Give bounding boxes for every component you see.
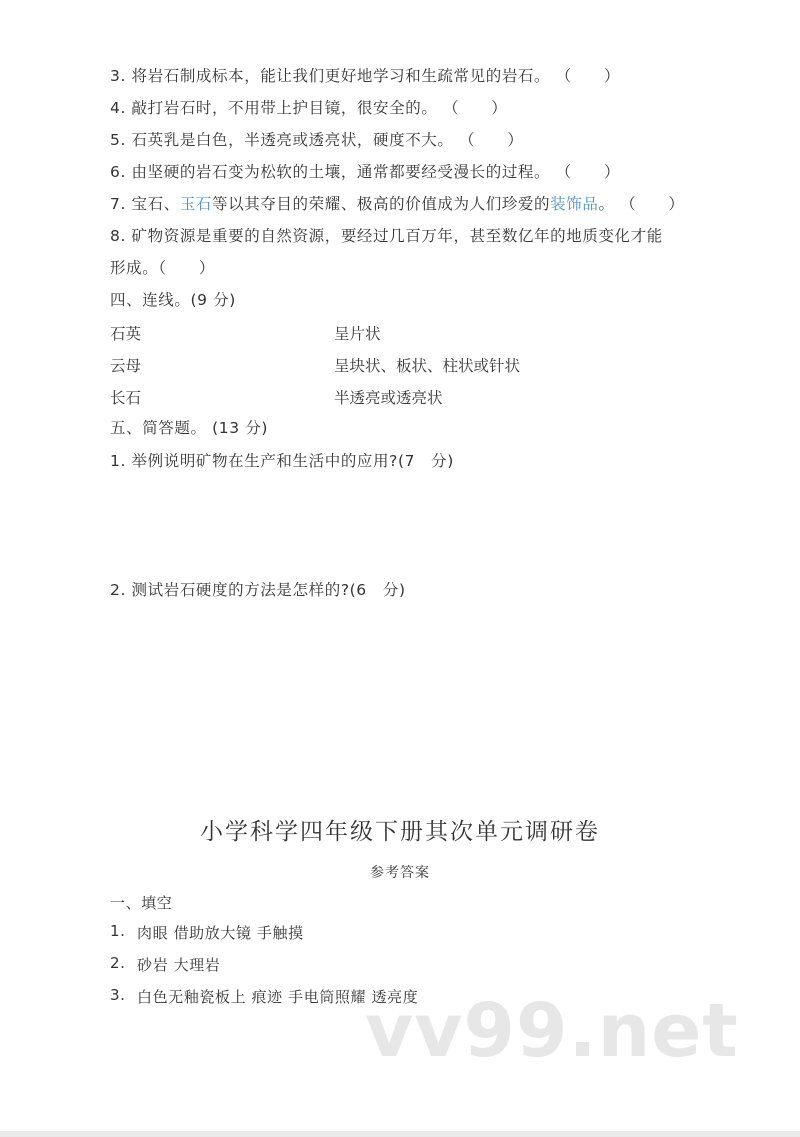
match-right-block: 呈块状、板状、柱状或针状: [334, 357, 521, 375]
question-8-line1: 8. 矿物资源是重要的自然资源，要经过几百万年，甚至数亿年的地质变化才能: [110, 227, 663, 245]
question-5: 5. 石英乳是白色，半透亮或透亮状，硬度不大。 （ ）: [110, 131, 524, 149]
answer-key-subtitle: 参考答案: [370, 865, 430, 881]
section-4-heading: 四、连线。(9 分): [110, 291, 236, 309]
answer-1-text: 肉眼 借助放大镜 手触摸: [137, 924, 304, 942]
match-left-feldspar: 长石: [110, 389, 142, 407]
link-ornament[interactable]: 装饰品: [550, 195, 599, 213]
answer-3-text: 白色无釉瓷板上 痕迹 手电筒照耀 透亮度: [137, 988, 419, 1006]
answer-1-number: 1.: [110, 922, 126, 940]
match-left-quartz: 石英: [110, 325, 142, 343]
short-answer-1: 1. 举例说明矿物在生产和生活中的应用?(7 分): [110, 452, 454, 470]
page-bottom-edge: [0, 1131, 800, 1137]
watermark: vv99.net: [365, 988, 739, 1074]
question-8-line2: 形成。（ ）: [110, 259, 215, 277]
short-answer-2: 2. 测试岩石硬度的方法是怎样的?(6 分): [110, 581, 406, 599]
question-3: 3. 将岩石制成标本，能让我们更好地学习和生疏常见的岩石。 （ ）: [110, 67, 621, 85]
match-right-translucent: 半透亮或透亮状: [334, 389, 443, 407]
link-jade[interactable]: 玉石: [179, 195, 213, 213]
question-7-prefix: 7. 宝石、: [110, 195, 180, 213]
answer-2-text: 砂岩 大理岩: [137, 956, 221, 974]
answer-section-1-heading: 一、填空: [110, 894, 173, 912]
question-4: 4. 敲打岩石时，不用带上护目镜，很安全的。 （ ）: [110, 99, 508, 117]
answer-3-number: 3.: [110, 986, 126, 1004]
match-left-mica: 云母: [110, 357, 142, 375]
question-7: [110, 194, 684, 214]
answer-2-number: 2.: [110, 954, 126, 972]
match-right-flaky: 呈片状: [334, 325, 381, 343]
answer-key-title: 小学科学四年级下册其次单元调研卷: [200, 819, 600, 845]
section-5-heading: 五、简答题。 (13 分): [110, 419, 268, 437]
question-7-suffix: 。 （ ）: [598, 195, 685, 213]
question-6: 6. 由坚硬的岩石变为松软的土壤，通常都要经受漫长的过程。 （ ）: [110, 163, 621, 181]
question-7-middle: 等以其夺目的荣耀、极高的价值成为人们珍爱的: [212, 195, 551, 213]
